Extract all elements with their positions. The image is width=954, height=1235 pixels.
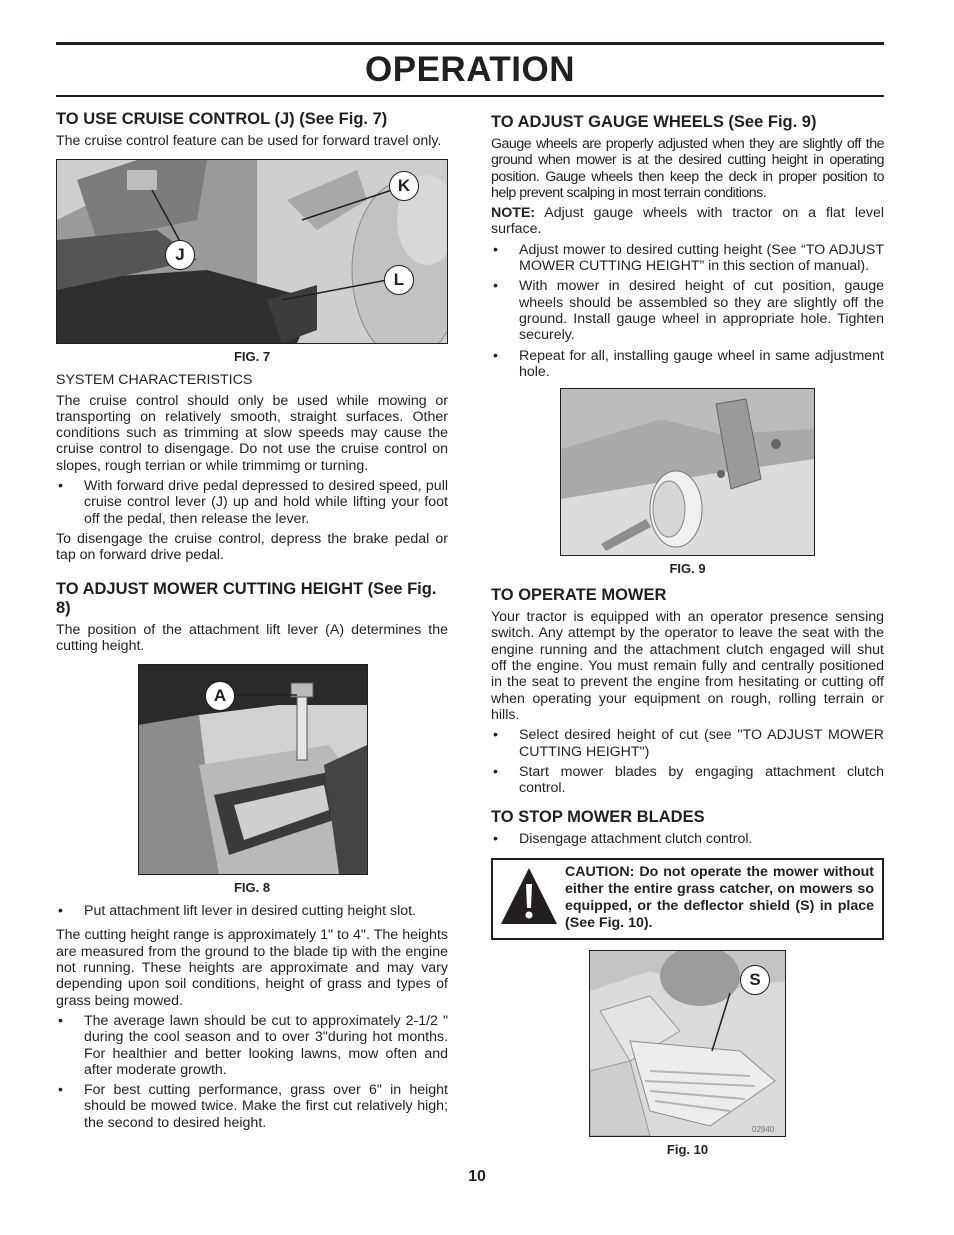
- caution-text: CAUTION: Do not operate the mower without either the entire grass catcher, on mowers so equipped, or the deflector shield (S) in place (See Fig. 10).: [565, 863, 874, 931]
- stop-heading: TO STOP MOWER BLADES: [491, 808, 705, 827]
- list-item: • Put attachment lift lever in desired cutting height slot.: [56, 903, 448, 919]
- operate-para: Your tractor is equipped with an operator presence sensing switch. Any attempt by the operator to leave the seat with the engine running and the attachment clutch engaged will shut off the engine. You must remain fully and centrally positioned in the seat to prevent the engine from hesitating or cutting off when operating your equipment on rough, rolling terrain or hills.: [491, 609, 884, 723]
- fig7-callout-k: K: [389, 171, 419, 201]
- cruise-para: The cruise control should only be used while mowing or transporting on relatively smooth, straight surfaces. Other conditions such as trimming at slow speeds may cause the cruise control to disengage. Do not use the cruise control on slopes, rough terrian or while trimmimg or turning.: [56, 392, 448, 474]
- cruise-heading: TO USE CRUISE CONTROL (J) (See Fig. 7): [56, 110, 388, 128]
- height-bullets: [56, 1013, 448, 1131]
- page-number: 10: [468, 1168, 486, 1185]
- fig7-caption: FIG. 7: [233, 349, 271, 365]
- fig8-illustration: [139, 665, 367, 874]
- gauge-note: [491, 205, 884, 238]
- operate-heading: TO OPERATE MOWER: [491, 586, 667, 605]
- list-item: • Select desired height of cut (see "TO ADJUST MOWER CUTTING HEIGHT"): [491, 727, 884, 760]
- fig8-image: [138, 664, 368, 875]
- fig7-callout-l: L: [384, 265, 414, 295]
- fig10-image: [589, 950, 786, 1137]
- fig10-code: 02940: [752, 1124, 775, 1134]
- height-bullet1: [56, 903, 448, 919]
- height-para: The cutting height range is approximately 1" to 4". The heights are measured from the ground to the blade tip with the engine not running. These heights are approximate and may vary depending upon soil conditions, height of grass and types of grass being mowed.: [56, 927, 448, 1009]
- operate-bullets: [491, 727, 884, 796]
- cruise-bullets: [56, 478, 448, 527]
- top-rule: [56, 42, 884, 45]
- stop-bullets: [491, 831, 884, 847]
- gauge-intro: Gauge wheels are properly adjusted when they are slightly off the ground when mower is at the desired cutting height in operating position. Gauge wheels then keep the deck in proper position to help prevent scalping in most terrain conditions.: [491, 136, 884, 201]
- list-item: • Disengage attachment clutch control.: [491, 831, 884, 847]
- fig9-image: [560, 388, 815, 556]
- note-text: Adjust gauge wheels with tractor on a flat level surface.: [491, 205, 884, 238]
- list-item: • The average lawn should be cut to approximately 2-1/2 " during the cool season and to over 3"during hot months. For healthier and better looking lawns, mow often and after moderate growth.: [56, 1013, 448, 1078]
- fig10-caption: Fig. 10: [666, 1141, 709, 1157]
- fig10-callout-s: S: [740, 965, 770, 995]
- left-column: [56, 110, 448, 1135]
- page-title: OPERATION: [365, 50, 575, 89]
- fig7-image: [56, 159, 448, 344]
- gauge-heading: TO ADJUST GAUGE WHEELS (See Fig. 9): [491, 113, 817, 131]
- cruise-disengage: To disengage the cruise control, depress the brake pedal or tap on forward drive pedal.: [56, 530, 448, 564]
- fig9-caption: FIG. 9: [669, 561, 706, 577]
- title-rule: [56, 95, 884, 97]
- caution-box: [491, 858, 884, 940]
- fig8-callout-a: A: [205, 681, 235, 711]
- list-item: • Repeat for all, installing gauge wheel in same adjustment hole.: [491, 348, 884, 381]
- gauge-bullets: [491, 242, 884, 380]
- list-item: • With forward drive pedal depressed to desired speed, pull cruise control lever (J) up and hold while lifting your foot off the pedal, then release the lever.: [56, 478, 448, 527]
- warning-triangle-icon: [499, 866, 559, 928]
- fig9-illustration: [561, 389, 814, 555]
- right-column: [491, 110, 884, 1165]
- cruise-intro: The cruise control feature can be used for forward travel only.: [56, 133, 442, 149]
- height-intro: The position of the attachment lift lever (A) determines the cutting height.: [56, 621, 448, 654]
- list-item: • Adjust mower to desired cutting height (See “TO ADJUST MOWER CUTTING HEIGHT” in this section of manual).: [491, 242, 884, 275]
- note-label: NOTE:: [491, 205, 536, 222]
- system-characteristics-label: SYSTEM CHARACTERISTICS: [56, 372, 253, 389]
- height-heading: TO ADJUST MOWER CUTTING HEIGHT (See Fig. 8): [56, 579, 437, 617]
- fig7-callout-j: J: [165, 240, 195, 270]
- list-item: • With mower in desired height of cut position, gauge wheels should be assembled so they are slightly off the ground. Install gauge wheel in appropriate hole. Tighten securely.: [491, 278, 884, 343]
- list-item: • Start mower blades by engaging attachment clutch control.: [491, 764, 884, 797]
- fig8-caption: FIG. 8: [233, 880, 271, 896]
- list-item: • For best cutting performance, grass over 6" in height should be mowed twice. Make the first cut relatively high; the second to desired height.: [56, 1082, 448, 1131]
